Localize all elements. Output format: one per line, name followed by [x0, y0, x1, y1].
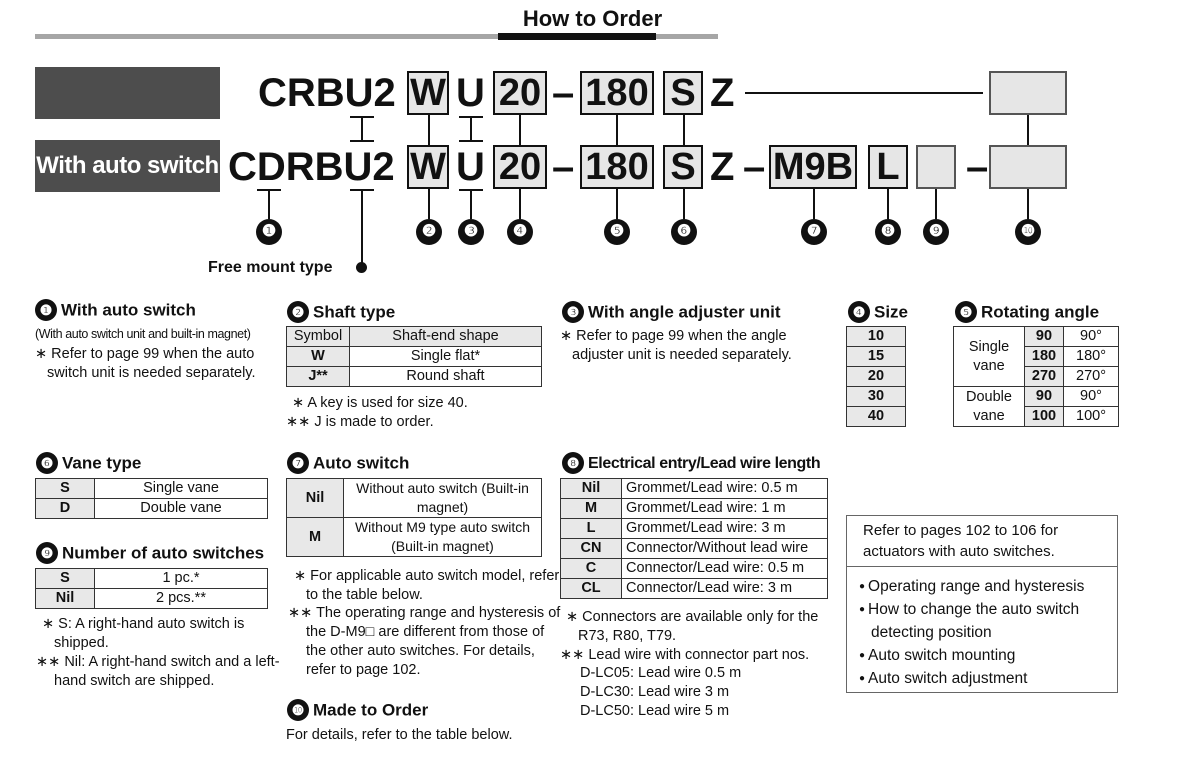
code-lead-wire-box: L: [868, 145, 908, 189]
table-cell: CL: [561, 579, 622, 599]
code-angle-adjuster: U: [456, 71, 485, 115]
connector-line: [519, 115, 521, 145]
table-header: Shaft-end shape: [350, 327, 542, 347]
table-cell: Connector/Lead wire: 0.5 m: [622, 559, 828, 579]
auto-switch-table: [286, 478, 542, 557]
marker-10-icon: ❿: [287, 699, 309, 721]
marker-8: ❽: [875, 219, 901, 245]
code-dash: –: [552, 71, 575, 115]
table-cell: 2 pcs.**: [95, 589, 268, 609]
num-switches-table: [35, 568, 268, 609]
code-angle-adjuster-auto: U: [456, 145, 485, 189]
code-num-switches-box: [916, 145, 956, 189]
marker-7: ❼: [801, 219, 827, 245]
table-cell: Grommet/Lead wire: 1 m: [622, 499, 828, 519]
code-z: Z: [710, 71, 735, 115]
table-cell: 20: [847, 367, 906, 387]
marker-2-icon: ❷: [287, 301, 309, 323]
table-cell: 270: [1025, 367, 1064, 387]
electrical-table: [560, 478, 828, 599]
code-switch-box: M9B: [769, 145, 857, 189]
table-cell: 90°: [1064, 387, 1119, 407]
table-cell: S: [36, 569, 95, 589]
free-mount-label: Free mount type: [208, 259, 333, 276]
auto-switch-note: ∗ For applicable auto switch model, refer to the table below.: [294, 568, 560, 603]
table-cell: M: [287, 518, 344, 557]
code-vane-box-auto: S: [663, 145, 703, 189]
table-cell: Single vane: [954, 327, 1025, 387]
table-cell: 180: [1025, 347, 1064, 367]
section-title: Shaft type: [313, 302, 396, 322]
marker-7-icon: ❼: [287, 452, 309, 474]
marker-line: [361, 189, 363, 265]
table-cell: Grommet/Lead wire: 0.5 m: [622, 479, 828, 499]
with-auto-switch-note: ∗ Refer to page 99 when the auto switch unit is needed separately.: [35, 346, 256, 381]
auto-switch-note: ∗∗ The operating range and hysteresis of the D-M9□ are different from those of the other auto switches. For details, refer to page 102.: [288, 605, 561, 678]
electrical-part: D-LC05: Lead wire 0.5 m: [580, 665, 742, 681]
title-rule-accent: [498, 33, 656, 40]
table-cell: Nil: [287, 479, 344, 518]
marker-8-icon: ❽: [562, 452, 584, 474]
table-cell: 15: [847, 347, 906, 367]
code-prefix-standard: CRBU2: [258, 71, 396, 115]
table-cell: M: [561, 499, 622, 519]
rotating-angle-table: [953, 326, 1119, 427]
code-dash-auto-3: –: [966, 145, 989, 189]
marker-1: ❶: [256, 219, 282, 245]
standard-label-box: [35, 67, 220, 119]
table-cell: CN: [561, 539, 622, 559]
free-mount-dot: [356, 262, 367, 273]
table-cell: Nil: [561, 479, 622, 499]
marker-6: ❻: [671, 219, 697, 245]
connector-line: [361, 116, 363, 142]
code-prefix-auto: CDRBU2: [228, 145, 395, 189]
list-item: ● Auto switch mounting: [859, 644, 1117, 667]
section-title: Number of auto switches: [62, 543, 265, 563]
list-item: ● Auto switch adjustment: [859, 667, 1117, 690]
code-leader-line: [745, 92, 983, 94]
connector-line: [683, 115, 685, 145]
connector-line: [428, 115, 430, 145]
num-switches-note: ∗ S: A right-hand auto switch is shipped.: [42, 616, 245, 651]
code-z-auto: Z: [710, 145, 735, 189]
marker-5: ❺: [604, 219, 630, 245]
marker-9: ❾: [923, 219, 949, 245]
code-vane-box: S: [663, 71, 703, 115]
electrical-note: ∗ Connectors are available only for the R73, R80, T79.: [566, 609, 819, 644]
table-cell: Nil: [36, 589, 95, 609]
marker-line: [935, 189, 937, 219]
marker-1-icon: ❶: [35, 299, 57, 321]
marker-3: ❸: [458, 219, 484, 245]
table-cell: Connector/Lead wire: 3 m: [622, 579, 828, 599]
table-cell: 180°: [1064, 347, 1119, 367]
section-vane-type-heading: [36, 453, 141, 475]
table-cell: 40: [847, 407, 906, 427]
marker-4-icon: ❹: [848, 301, 870, 323]
refer-box-list: [847, 575, 1117, 690]
code-dash-auto: –: [552, 145, 575, 189]
section-size-heading: [848, 302, 908, 324]
shaft-type-note: ∗ A key is used for size 40.: [292, 395, 468, 411]
section-angle-adjuster-heading: [562, 302, 781, 324]
code-size-box-auto: 20: [493, 145, 547, 189]
code-angle-box: 180: [580, 71, 654, 115]
section-title: Auto switch: [313, 453, 410, 473]
section-title: Rotating angle: [981, 302, 1100, 322]
page-title: How to Order: [522, 6, 663, 31]
table-cell: 90: [1025, 327, 1064, 347]
table-cell: J**: [287, 367, 350, 387]
table-cell: Without auto switch (Built-in magnet): [344, 479, 542, 518]
section-title: Vane type: [62, 453, 142, 473]
electrical-part: D-LC30: Lead wire 3 m: [580, 684, 730, 700]
table-cell: Round shaft: [350, 367, 542, 387]
table-cell: D: [36, 499, 95, 519]
code-dash-auto-2: –: [743, 145, 766, 189]
marker-line: [428, 189, 430, 219]
marker-2: ❷: [416, 219, 442, 245]
section-made-to-order-heading: [287, 700, 428, 722]
section-shaft-type-heading: [287, 302, 395, 324]
table-cell: 10: [847, 327, 906, 347]
connector-line: [350, 140, 374, 142]
marker-10: ❿: [1015, 219, 1041, 245]
code-made-to-order-box-auto: [989, 145, 1067, 189]
marker-6-icon: ❻: [36, 452, 58, 474]
marker-4: ❹: [507, 219, 533, 245]
num-switches-note: ∗∗ Nil: A right-hand switch and a left-hand switch are shipped.: [36, 654, 280, 689]
table-cell: Without M9 type auto switch (Built-in magnet): [344, 518, 542, 557]
marker-line: [813, 189, 815, 219]
list-item: ● How to change the auto switch detecting position: [859, 598, 1117, 644]
table-cell: Double vane: [95, 499, 268, 519]
table-cell: 90: [1025, 387, 1064, 407]
size-table: [846, 326, 906, 427]
table-cell: L: [561, 519, 622, 539]
table-cell: 270°: [1064, 367, 1119, 387]
vane-type-table: [35, 478, 268, 519]
code-shaft-box: W: [407, 71, 449, 115]
table-header: Symbol: [287, 327, 350, 347]
marker-5-icon: ❺: [955, 301, 977, 323]
table-cell: 1 pc.*: [95, 569, 268, 589]
marker-line: [519, 189, 521, 219]
table-cell: C: [561, 559, 622, 579]
with-auto-switch-subtitle: (With auto switch unit and built-in magnet): [35, 327, 251, 341]
marker-3-icon: ❸: [562, 301, 584, 323]
connector-line: [1027, 115, 1029, 145]
code-shaft-box-auto: W: [407, 145, 449, 189]
marker-line: [683, 189, 685, 219]
section-title: With auto switch: [61, 300, 196, 320]
marker-line: [268, 189, 270, 219]
section-electrical-heading: [562, 453, 820, 475]
section-auto-switch-heading: [287, 453, 409, 475]
electrical-note: ∗∗ Lead wire with connector part nos.: [560, 647, 810, 663]
shaft-type-table: [286, 326, 542, 387]
section-title: With angle adjuster unit: [588, 302, 781, 322]
section-num-switches-heading: [36, 543, 264, 565]
connector-line: [470, 116, 472, 142]
shaft-type-note: ∗∗ J is made to order.: [286, 414, 434, 430]
section-title: Electrical entry/Lead wire length: [588, 455, 821, 473]
table-cell: Connector/Without lead wire: [622, 539, 828, 559]
marker-line: [616, 189, 618, 219]
connector-line: [616, 115, 618, 145]
table-cell: 100: [1025, 407, 1064, 427]
marker-9-icon: ❾: [36, 542, 58, 564]
table-cell: 90°: [1064, 327, 1119, 347]
order-code-row-auto: [228, 145, 1178, 189]
angle-adjuster-note: ∗ Refer to page 99 when the angle adjuster unit is needed separately.: [560, 328, 792, 363]
table-cell: W: [287, 347, 350, 367]
marker-line: [1027, 189, 1029, 219]
table-cell: Single vane: [95, 479, 268, 499]
section-title: Made to Order: [313, 700, 429, 720]
table-cell: Single flat*: [350, 347, 542, 367]
code-size-box: 20: [493, 71, 547, 115]
auto-switch-label-box: With auto switch: [35, 140, 220, 192]
section-rotating-angle-heading: [955, 302, 1099, 324]
table-cell: 30: [847, 387, 906, 407]
section-with-auto-switch-heading: [35, 300, 196, 322]
table-cell: 100°: [1064, 407, 1119, 427]
refer-box-header: Refer to pages 102 to 106 for actuators with auto switches.: [847, 516, 1117, 567]
marker-line: [887, 189, 889, 219]
table-cell: Grommet/Lead wire: 3 m: [622, 519, 828, 539]
code-made-to-order-box: [989, 71, 1067, 115]
refer-box: [846, 515, 1118, 693]
marker-line: [470, 189, 472, 219]
connector-line: [459, 140, 483, 142]
code-angle-box-auto: 180: [580, 145, 654, 189]
section-title: Size: [874, 302, 909, 322]
made-to-order-note: For details, refer to the table below.: [286, 727, 513, 743]
table-cell: S: [36, 479, 95, 499]
list-item: ● Operating range and hysteresis: [859, 575, 1117, 598]
table-cell: Double vane: [954, 387, 1025, 427]
electrical-part: D-LC50: Lead wire 5 m: [580, 703, 730, 719]
